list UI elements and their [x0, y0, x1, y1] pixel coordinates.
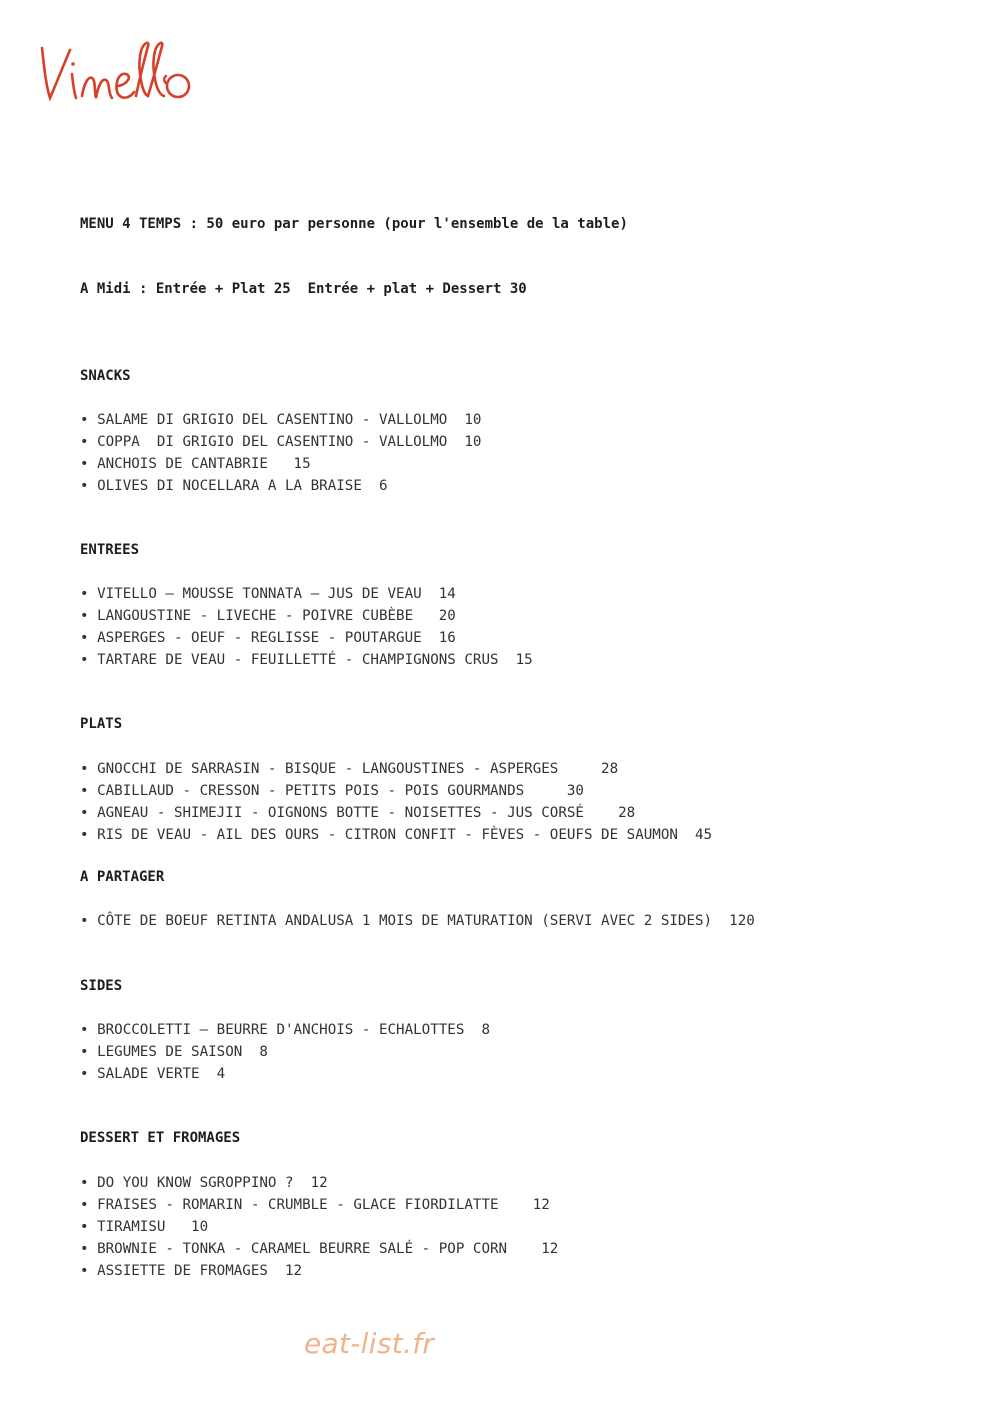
- menu-item: • GNOCCHI DE SARRASIN - BISQUE - LANGOUSTINES - ASPERGES 28: [80, 761, 619, 777]
- section-title-snacks: SNACKS: [80, 368, 131, 384]
- menu-item: • BROCCOLETTI – BEURRE D'ANCHOIS - ECHALOTTES 8: [80, 1022, 490, 1038]
- menu-item: • FRAISES - ROMARIN - CRUMBLE - GLACE FIORDILATTE 12: [80, 1197, 550, 1213]
- menu-item: • OLIVES DI NOCELLARA A LA BRAISE 6: [80, 478, 388, 494]
- menu-item: • CÔTE DE BOEUF RETINTA ANDALUSA 1 MOIS DE MATURATION (SERVI AVEC 2 SIDES) 120: [80, 913, 755, 929]
- menu-item: • TARTARE DE VEAU - FEUILLETTÉ - CHAMPIGNONS CRUS 15: [80, 652, 533, 668]
- menu-item: • RIS DE VEAU - AIL DES OURS - CITRON CONFIT - FÈVES - OEUFS DE SAUMON 45: [80, 827, 713, 843]
- section-title-dessert-et-fromages: DESSERT ET FROMAGES: [80, 1130, 241, 1146]
- lunch-offer-line: A Midi : Entrée + Plat 25 Entrée + plat + Dessert 30: [80, 281, 527, 297]
- menu-item: • ASSIETTE DE FROMAGES 12: [80, 1263, 303, 1279]
- menu-item: • LANGOUSTINE - LIVECHE - POIVRE CUBÈBE 20: [80, 608, 456, 624]
- section-title-sides: SIDES: [80, 978, 123, 994]
- section-title-plats: PLATS: [80, 716, 123, 732]
- menu-item: • CABILLAUD - CRESSON - PETITS POIS - POIS GOURMANDS 30: [80, 783, 584, 799]
- vinello-logo-mark: [36, 36, 206, 116]
- menu-item: • DO YOU KNOW SGROPPINO ? 12: [80, 1175, 328, 1191]
- menu-item: • ANCHOIS DE CANTABRIE 15: [80, 456, 311, 472]
- menu-item: • VITELLO – MOUSSE TONNATA – JUS DE VEAU 14: [80, 586, 456, 602]
- menu-item: • LEGUMES DE SAISON 8: [80, 1044, 268, 1060]
- section-title-entrees: ENTREES: [80, 542, 140, 558]
- watermark: eat-list.fr: [304, 1327, 435, 1360]
- menu-item: • TIRAMISU 10: [80, 1219, 209, 1235]
- menu-item: • SALADE VERTE 4: [80, 1066, 226, 1082]
- menu-item: • AGNEAU - SHIMEJII - OIGNONS BOTTE - NOISETTES - JUS CORSÉ 28: [80, 805, 636, 821]
- menu-item: • SALAME DI GRIGIO DEL CASENTINO - VALLOLMO 10: [80, 412, 482, 428]
- section-title-a-partager: A PARTAGER: [80, 869, 165, 885]
- menu-4-temps-line: MENU 4 TEMPS : 50 euro par personne (pour l'ensemble de la table): [80, 216, 628, 232]
- menu-item: • ASPERGES - OEUF - REGLISSE - POUTARGUE 16: [80, 630, 456, 646]
- vinello-logo: [36, 36, 206, 116]
- menu-item: • BROWNIE - TONKA - CARAMEL BEURRE SALÉ - POP CORN 12: [80, 1241, 559, 1257]
- menu-item: • COPPA DI GRIGIO DEL CASENTINO - VALLOLMO 10: [80, 434, 482, 450]
